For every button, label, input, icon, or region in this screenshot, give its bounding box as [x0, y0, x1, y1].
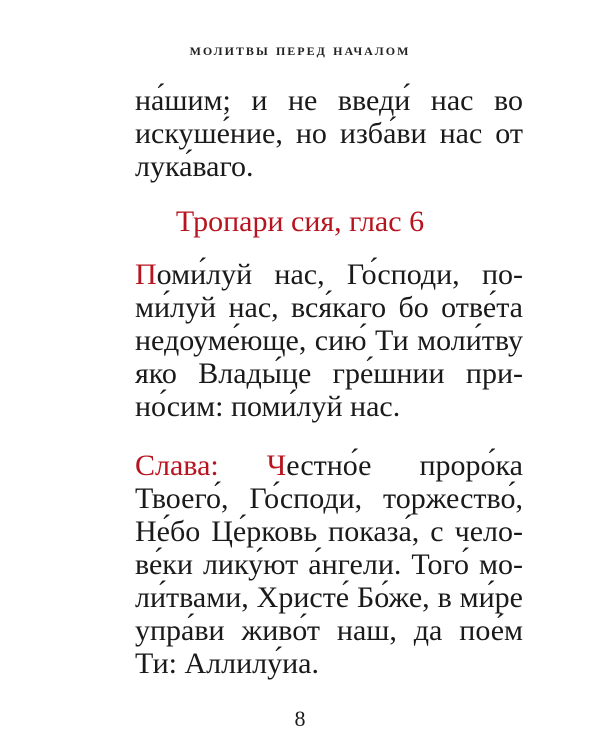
text-line: Не́бо Це́рковь показа́, с чело-	[135, 515, 523, 548]
text-line: Твоего́, Го́споди, торжество́,	[135, 482, 523, 515]
text-line: ми́луй нас, вся́каго бо отве́та	[135, 291, 523, 324]
paragraph-prayer-end	[135, 84, 523, 183]
text-line	[135, 258, 523, 291]
section-heading: Тропари сия, глас 6	[175, 205, 425, 238]
text-line: ли́твами, Христе́ Бо́же, в ми́ре	[135, 581, 523, 614]
text-fragment: оми́луй нас, Го́споди, по-	[156, 258, 523, 291]
red-initial: Ч	[266, 449, 287, 482]
text-line: яко Влады́це гре́шнии при-	[135, 357, 523, 390]
text-line: искуше́ние, но изба́ви нас от	[135, 117, 523, 150]
red-initial: П	[135, 258, 157, 291]
paragraph-troparion-1	[135, 258, 523, 423]
text-line: упра́ви живо́т наш, да пое́м	[135, 614, 523, 647]
text-line: недоуме́юще, сию́ Ти моли́тву	[135, 324, 523, 357]
running-head: молитвы перед началом	[189, 40, 411, 59]
text-line	[135, 449, 523, 482]
text-line: лука́ваго.	[135, 150, 254, 183]
rubric-slava: Слава:	[135, 449, 219, 482]
text-line: но́сим: поми́луй нас.	[135, 390, 401, 423]
text-line: Ти: Аллилу́иа.	[135, 647, 319, 680]
text-line: на́шим; и не введи́ нас во	[135, 84, 523, 117]
text-line: ве́ки лику́ют а́нгели. Того́ мо-	[135, 548, 523, 581]
text-fragment: естно́е проро́ка	[286, 449, 523, 482]
page-number: 8	[294, 706, 306, 731]
paragraph-troparion-2	[135, 449, 523, 680]
